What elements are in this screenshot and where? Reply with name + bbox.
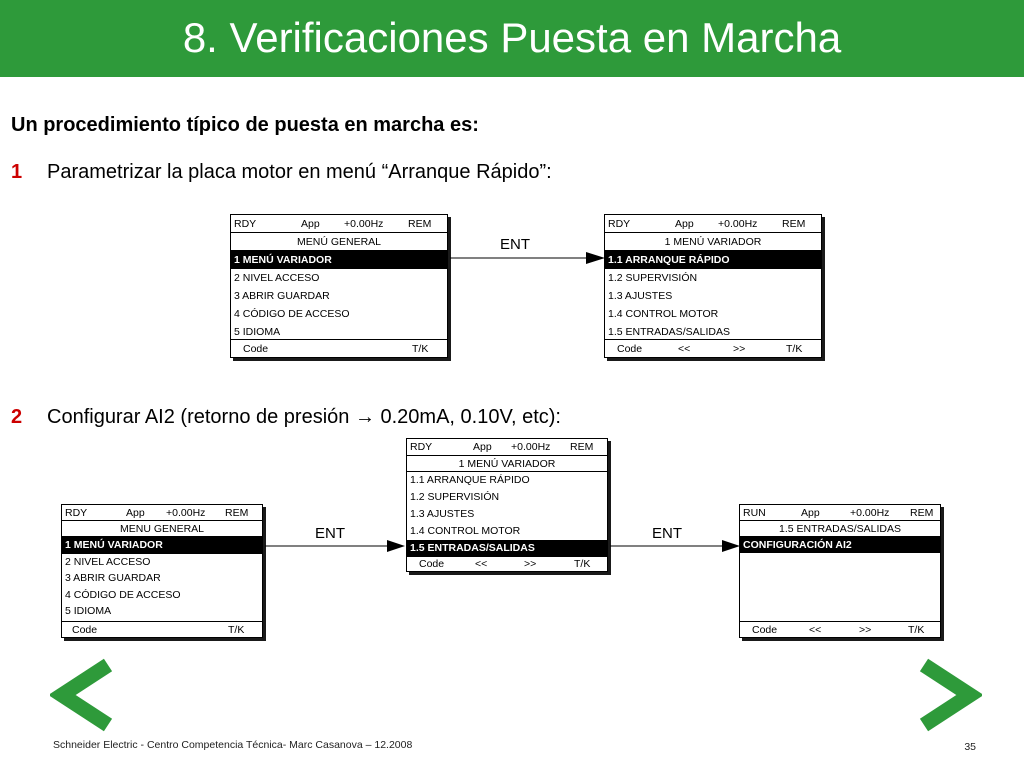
fkey-tk[interactable]: T/K bbox=[228, 624, 245, 636]
title-bar bbox=[0, 0, 1024, 77]
fkey-code[interactable]: Code bbox=[419, 558, 445, 570]
status-mode: RDY bbox=[410, 441, 433, 453]
menu-item[interactable]: 1.1 ARRANQUE RÁPIDO bbox=[410, 474, 530, 486]
status-frequency: +0.00Hz bbox=[718, 218, 758, 230]
status-frequency: +0.00Hz bbox=[511, 441, 551, 453]
fkey-tk[interactable]: T/K bbox=[786, 343, 803, 355]
menu-item[interactable]: 1.3 AJUSTES bbox=[410, 508, 475, 520]
status-frequency: +0.00Hz bbox=[344, 218, 384, 230]
menu-item[interactable]: 3 ABRIR GUARDAR bbox=[65, 572, 161, 584]
menu-item[interactable]: 4 CÓDIGO DE ACCESO bbox=[234, 308, 350, 320]
status-app: App bbox=[801, 507, 820, 519]
menu-title: MENÚ GENERAL bbox=[231, 233, 447, 251]
keypad-display-general-2 bbox=[61, 504, 263, 638]
step-1 bbox=[11, 159, 552, 185]
slide-title: 8. Verificaciones Puesta en Marcha bbox=[182, 14, 842, 61]
status-bar bbox=[62, 505, 262, 521]
menu-item-selected[interactable]: 1 MENÚ VARIADOR bbox=[62, 537, 262, 554]
fkey-prev[interactable]: << bbox=[678, 343, 691, 355]
status-mode: RDY bbox=[65, 507, 88, 519]
status-rem: REM bbox=[570, 441, 594, 453]
status-frequency: +0.00Hz bbox=[166, 507, 206, 519]
menu-item[interactable]: 1.4 CONTROL MOTOR bbox=[608, 308, 719, 320]
chevron-left-icon bbox=[50, 655, 120, 735]
menu-item[interactable]: 1.2 SUPERVISIÓN bbox=[608, 272, 698, 284]
fkey-prev[interactable]: << bbox=[475, 558, 488, 570]
menu-item[interactable]: 1.2 SUPERVISIÓN bbox=[410, 491, 500, 503]
status-app: App bbox=[675, 218, 694, 230]
menu-item[interactable]: 1.3 AJUSTES bbox=[608, 290, 673, 302]
fkey-next[interactable]: >> bbox=[524, 558, 537, 570]
status-bar bbox=[231, 215, 447, 233]
keypad-display-variador-2 bbox=[406, 438, 608, 572]
menu-item[interactable]: 2 NIVEL ACCESO bbox=[65, 555, 151, 568]
menu-item[interactable]: 1.5 ENTRADAS/SALIDAS bbox=[608, 326, 730, 338]
ent-label-3: ENT bbox=[652, 525, 682, 542]
menu-item-selected[interactable]: CONFIGURACIÓN AI2 bbox=[740, 537, 940, 553]
previous-slide-button[interactable] bbox=[50, 655, 120, 735]
keypad-display-io bbox=[739, 504, 941, 638]
status-app: App bbox=[301, 218, 320, 230]
status-app: App bbox=[126, 507, 145, 519]
footer-credit: Schneider Electric - Centro Competencia Técnica- Marc Casanova – 12.2008 bbox=[53, 739, 413, 751]
menu-title: MENU GENERAL bbox=[62, 521, 262, 537]
fkey-prev[interactable]: << bbox=[809, 624, 822, 636]
menu-item-selected[interactable]: 1.1 ARRANQUE RÁPIDO bbox=[605, 251, 821, 269]
step-1-text: Parametrizar la placa motor en menú “Arranque Rápido”: bbox=[47, 161, 552, 183]
menu-item[interactable]: 3 ABRIR GUARDAR bbox=[234, 290, 330, 302]
status-rem: REM bbox=[910, 507, 934, 519]
chevron-right-icon bbox=[912, 655, 982, 735]
status-frequency: +0.00Hz bbox=[850, 507, 890, 519]
fkey-next[interactable]: >> bbox=[859, 624, 872, 636]
fkey-code[interactable]: Code bbox=[243, 343, 269, 355]
menu-item[interactable]: 4 CÓDIGO DE ACCESO bbox=[65, 588, 181, 601]
menu-title: 1.5 ENTRADAS/SALIDAS bbox=[740, 521, 940, 537]
step-1-number: 1 bbox=[11, 161, 23, 183]
status-bar bbox=[407, 439, 607, 456]
keypad-display-general-1 bbox=[230, 214, 448, 358]
function-keys bbox=[605, 339, 821, 357]
status-bar bbox=[605, 215, 821, 233]
step-2-number: 2 bbox=[11, 406, 23, 428]
function-keys bbox=[62, 621, 262, 637]
menu-item[interactable]: 5 IDIOMA bbox=[65, 605, 112, 617]
slide-subtitle: Un procedimiento típico de puesta en marcha es: bbox=[11, 114, 479, 136]
status-rem: REM bbox=[408, 218, 432, 230]
fkey-code[interactable]: Code bbox=[752, 624, 778, 636]
fkey-code[interactable]: Code bbox=[72, 624, 98, 636]
fkey-tk[interactable]: T/K bbox=[412, 343, 429, 355]
status-mode: RUN bbox=[743, 507, 766, 519]
menu-item[interactable]: 5 IDIOMA bbox=[234, 326, 281, 338]
next-slide-button[interactable] bbox=[912, 655, 982, 735]
menu-item[interactable]: 1.4 CONTROL MOTOR bbox=[410, 525, 521, 537]
function-keys bbox=[740, 621, 940, 637]
function-keys bbox=[231, 339, 447, 357]
ent-label-2: ENT bbox=[315, 525, 345, 542]
page-number: 35 bbox=[964, 741, 976, 753]
fkey-code[interactable]: Code bbox=[617, 343, 643, 355]
status-bar bbox=[740, 505, 940, 521]
fkey-next[interactable]: >> bbox=[733, 343, 746, 355]
status-app: App bbox=[473, 441, 492, 453]
menu-item[interactable]: 2 NIVEL ACCESO bbox=[234, 272, 320, 284]
step-2-text: Configurar AI2 (retorno de presión → 0.20mA, 0.10V, etc): bbox=[47, 406, 561, 428]
status-rem: REM bbox=[225, 507, 249, 519]
menu-title: 1 MENÚ VARIADOR bbox=[407, 456, 607, 473]
keypad-display-variador-1 bbox=[604, 214, 822, 358]
function-keys bbox=[407, 555, 607, 571]
menu-title: 1 MENÚ VARIADOR bbox=[605, 233, 821, 251]
step-2 bbox=[11, 404, 561, 430]
fkey-tk[interactable]: T/K bbox=[908, 624, 925, 636]
status-mode: RDY bbox=[234, 218, 257, 230]
fkey-tk[interactable]: T/K bbox=[574, 558, 591, 570]
status-rem: REM bbox=[782, 218, 806, 230]
menu-item-selected[interactable]: 1.5 ENTRADAS/SALIDAS bbox=[407, 540, 607, 557]
menu-item-selected[interactable]: 1 MENÚ VARIADOR bbox=[231, 251, 447, 269]
ent-label-1: ENT bbox=[500, 236, 530, 253]
status-mode: RDY bbox=[608, 218, 631, 230]
